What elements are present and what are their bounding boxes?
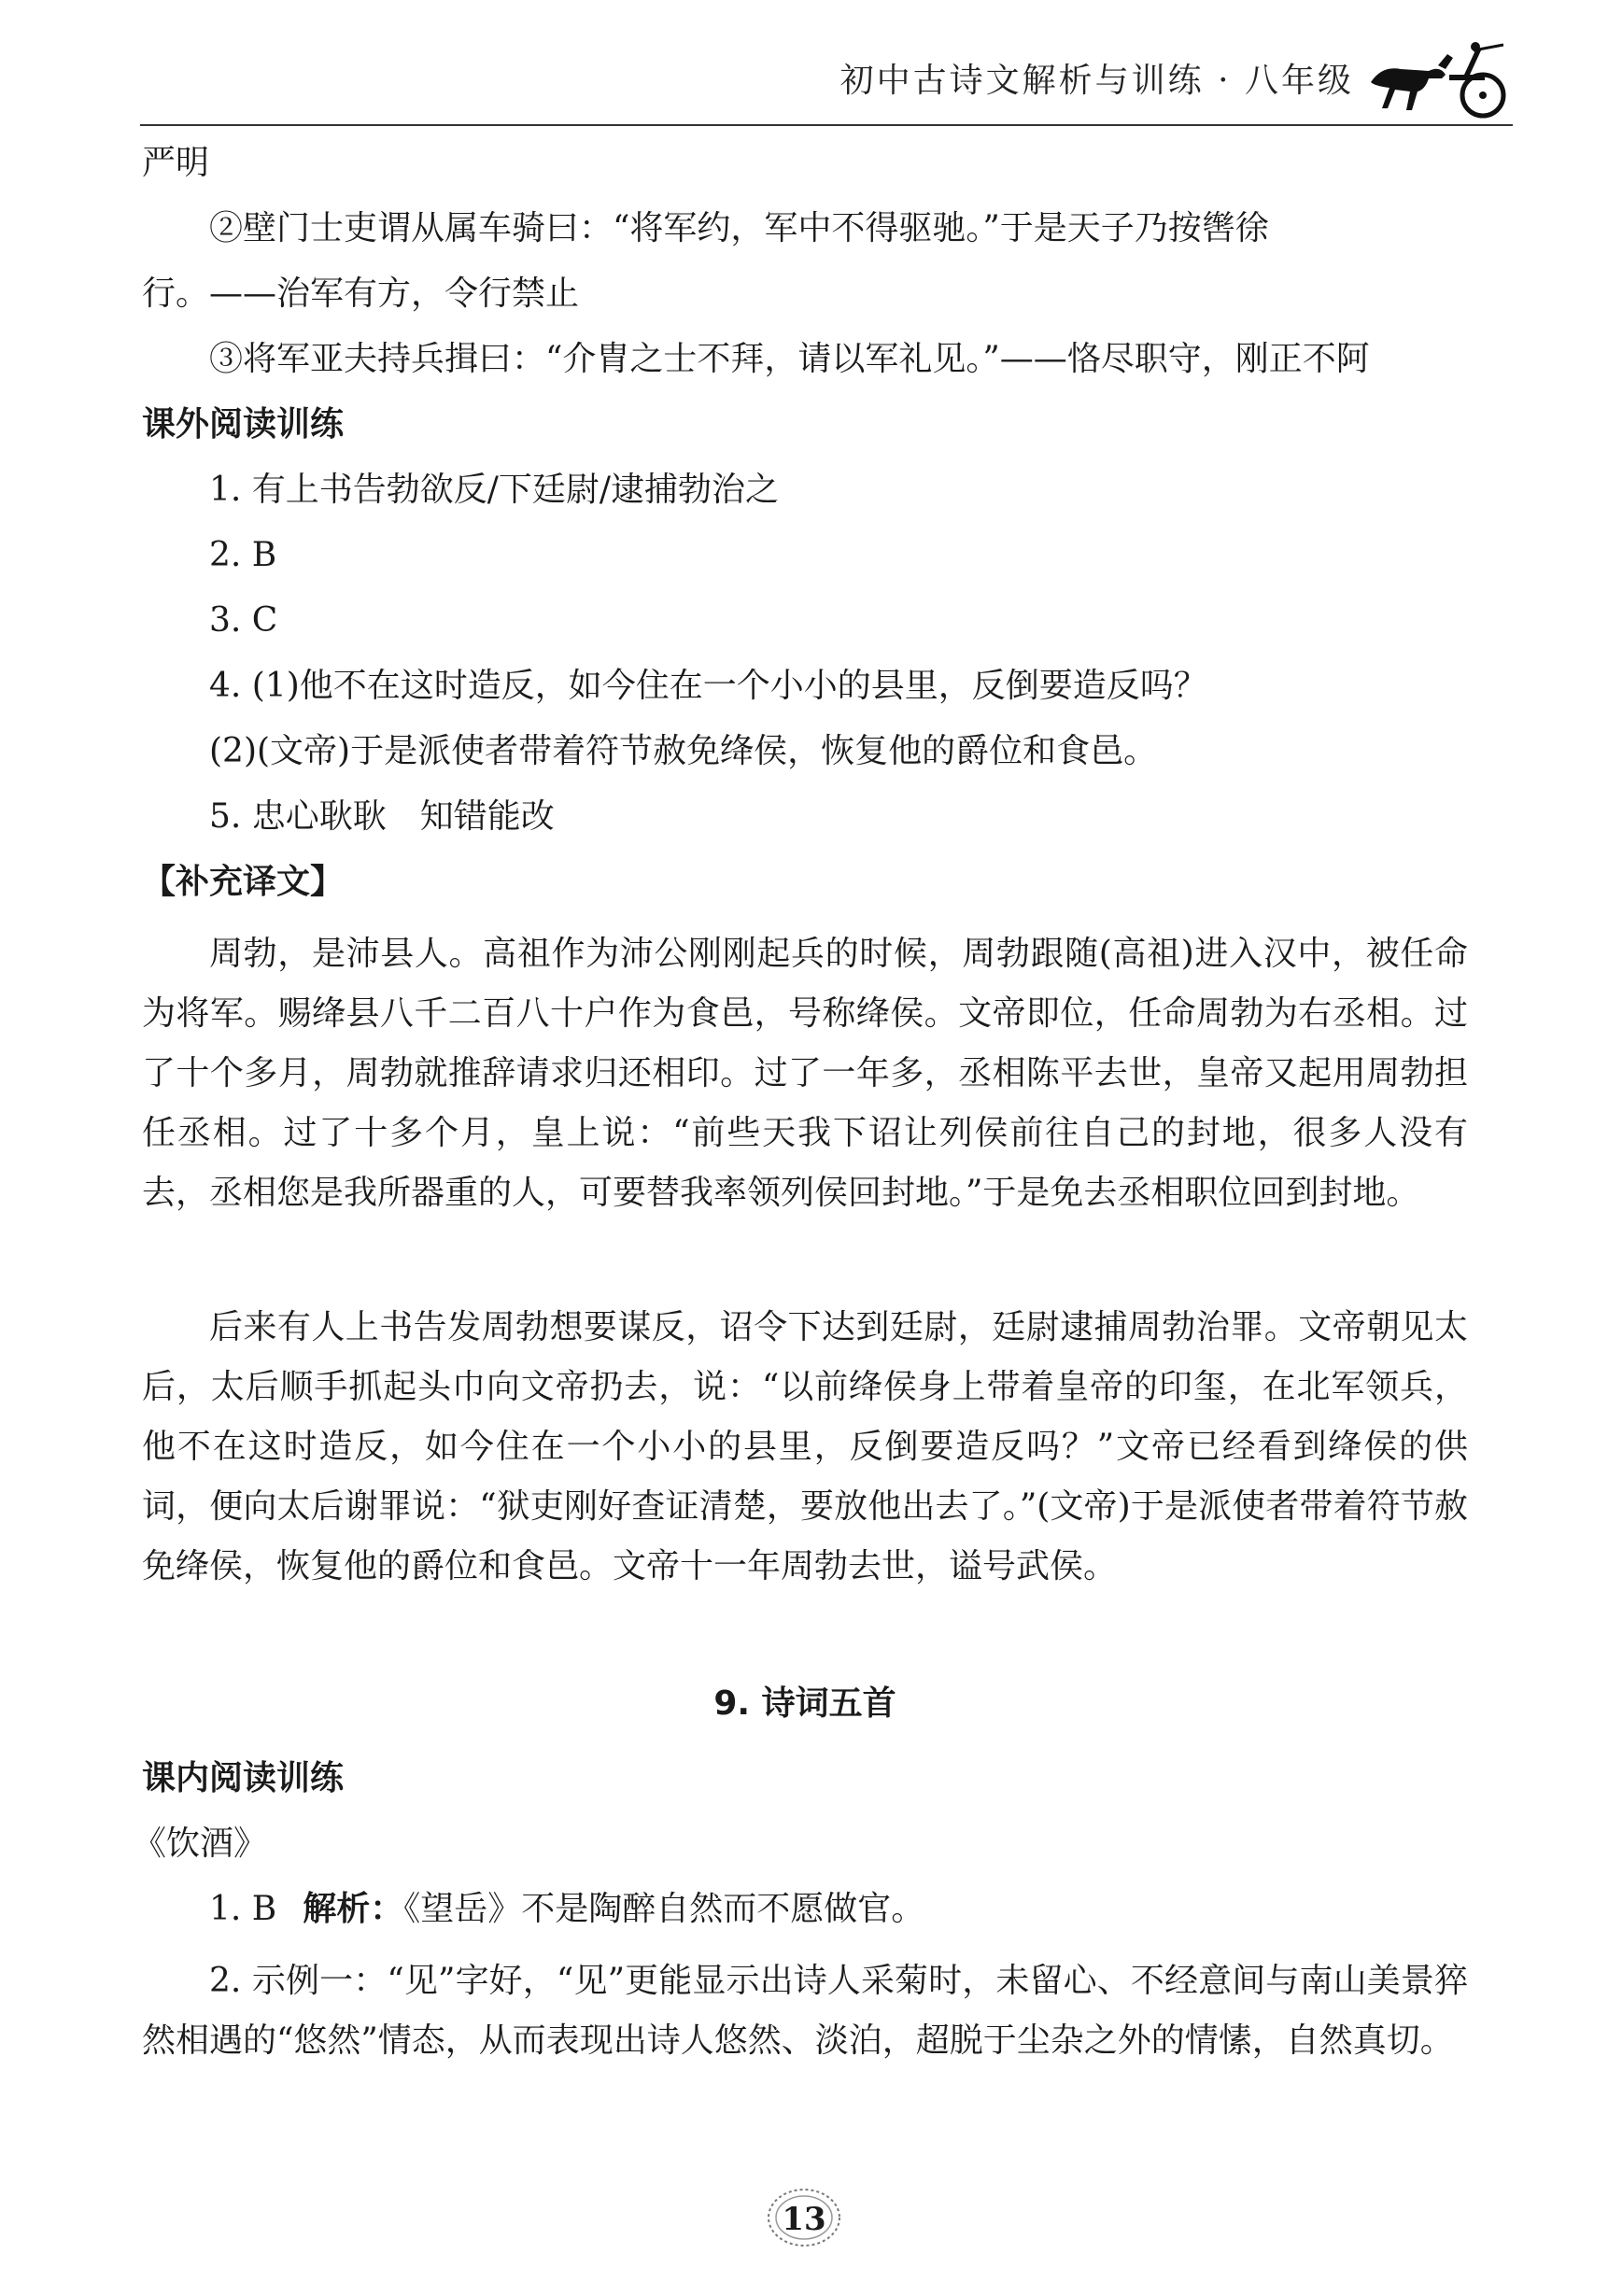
analysis-label: 解析： — [303, 1890, 404, 1928]
intro-line: 严明 — [142, 144, 210, 182]
poem-title: 《饮酒》 — [133, 1824, 268, 1863]
intro-line: ②壁门士吏谓从属车骑曰：“将军约，军中不得驱驰。”于是天子乃按辔徐 — [209, 209, 1269, 247]
answer-line: 5. 忠心耿耿 知错能改 — [209, 797, 555, 836]
translation-heading: 【补充译文】 — [142, 863, 345, 901]
answer-paragraph: 2. 示例一：“见”字好，“见”更能显示出诗人采菊时，未留心、不经意间与南山美景猝然相遇的“悠然”情态，从而表现出诗人悠然、淡泊，超脱于尘杂之外的情愫，自然真切。 — [142, 1962, 1468, 2060]
page-number — [757, 2180, 851, 2255]
intro-line: ③将军亚夫持兵揖曰：“介胄之士不拜，请以军礼见。”——恪尽职守，刚正不阿 — [209, 340, 1370, 378]
section-title: 9. 诗词五首 — [713, 1684, 896, 1723]
answer-line: 2. B — [209, 536, 277, 574]
answer-number: 1. B — [209, 1890, 277, 1928]
book-title: 初中古诗文解析与训练 · 八年级 — [839, 62, 1354, 100]
section-heading-outside-reading: 课外阅读训练 — [142, 405, 345, 444]
intro-line: 行。——治军有方，令行禁止 — [142, 275, 580, 313]
answer-line: (2)(文帝)于是派使者带着符节赦免绛侯，恢复他的爵位和食邑。 — [209, 732, 1158, 770]
analysis-text: 《望岳》不是陶醉自然而不愿做官。 — [403, 1890, 925, 1928]
answer-line — [209, 1886, 924, 1933]
page-number-text: 13 — [782, 2201, 826, 2238]
chariot-icon — [1363, 37, 1513, 126]
answer-line: 3. C — [209, 601, 278, 640]
translation-paragraph: 后来有人上书告发周勃想要谋反，诏令下达到廷尉，廷尉逮捕周勃治罪。文帝朝见太后，太后顺手抓起头巾向文帝扔去，说：“以前绛侯身上带着皇帝的印玺，在北军领兵，他不在这时造反，如今住在一个小小的县里，反倒要造反吗？”文帝已经看到绛侯的供词，便向太后谢罪说：“狱吏刚好查证清楚，要放他出去了。”(文帝)于是派使者带着符节赦免绛侯，恢复他的爵位和食邑。文帝十一年周勃去世，谥号武侯。 — [142, 1308, 1468, 1585]
translation-paragraph: 周勃，是沛县人。高祖作为沛公刚刚起兵的时候，周勃跟随(高祖)进入汉中，被任命为将军。赐绛县八千二百八十户作为食邑，号称绛侯。文帝即位，任命周勃为右丞相。过了十个多月，周勃就推辞请求归还相印。过了一年多，丞相陈平去世，皇帝又起用周勃担任丞相。过了十多个月，皇上说：“前些天我下诏让列侯前往自己的封地，很多人没有去，丞相您是我所器重的人，可要替我率领列侯回封地。”于是免去丞相职位回到封地。 — [142, 935, 1468, 1212]
section-sub-heading: 课内阅读训练 — [142, 1759, 345, 1797]
answer-line: 4. (1)他不在这时造反，如今住在一个小小的县里，反倒要造反吗？ — [209, 667, 1207, 705]
answer-line: 1. 有上书告勃欲反/下廷尉/逮捕勃治之 — [209, 471, 780, 509]
header-rule — [140, 124, 1513, 126]
page-header — [140, 37, 1513, 126]
